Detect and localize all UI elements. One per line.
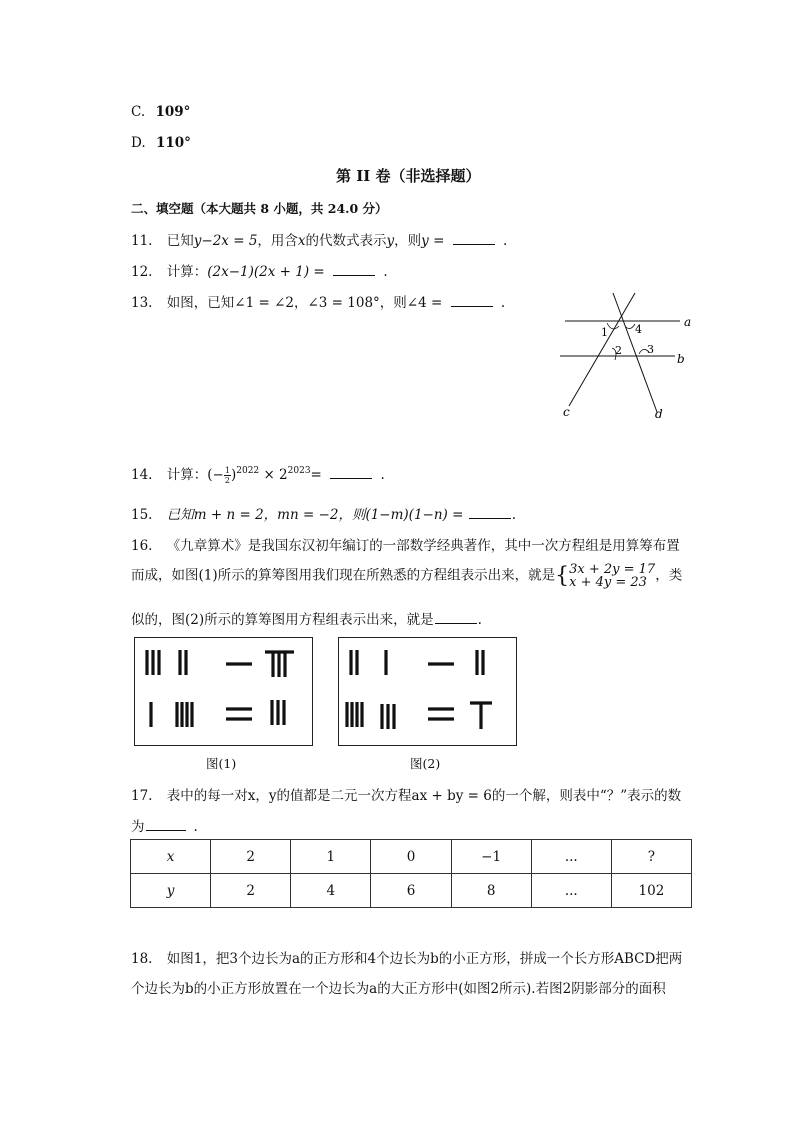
question-14: 14. 计算：(− $\frac{1}{2}$ )$^{2022} \times 2^{2023}=$ . <box>131 466 385 485</box>
option-d: D. 110° <box>131 135 191 151</box>
line-label-c: c <box>563 405 570 419</box>
figure-13-parallel-lines <box>555 288 705 423</box>
figure-2-caption: 图(2) <box>410 756 441 771</box>
answer-blank <box>435 611 477 624</box>
figure-1-caption: 图(1) <box>206 756 237 771</box>
question-13: 13. 如图，已知∠1 = ∠2，∠3 = 108°，则∠4 = . <box>131 295 506 311</box>
answer-blank <box>333 263 375 276</box>
question-16-line-3: 似的，图(2)所示的算筹图用方程组表示出来，就是 . <box>131 612 482 628</box>
answer-blank <box>146 818 186 831</box>
line-label-a: a <box>684 315 692 329</box>
option-c: C. 109° <box>131 104 191 120</box>
section-title: 第 II 卷（非选择题） <box>336 167 481 185</box>
question-18-line-2: 个边长为b的小正方形放置在一个边长为a的大正方形中(如图2所示).若图2阴影部分的面积 <box>131 981 666 997</box>
angle-arc-4 <box>625 324 635 329</box>
line-label-b: b <box>677 352 685 366</box>
question-16-line-1: 16. 《九章算术》是我国东汉初年编订的一部数学经典著作，其中一次方程组是用算筹布置 <box>131 538 680 554</box>
question-17-line-2: 为 . <box>131 819 198 835</box>
counting-rods-figure-1 <box>134 637 314 747</box>
question-17-line-1: 17. 表中的每一对x，y的值都是二元一次方程ax + by = 6的一个解，则表中“？”表示的数 <box>131 788 682 804</box>
angle-label-1: 1 <box>601 326 608 339</box>
equation-system: 3x + 2y = 17 x + 4y = 23 <box>569 562 656 590</box>
table-row-x: x 2 1 0 −1 ... ? <box>131 840 692 874</box>
counting-rods-figure-2 <box>338 637 518 747</box>
angle-label-2: 2 <box>615 344 622 357</box>
answer-blank <box>330 466 372 479</box>
line-c <box>569 293 635 406</box>
question-12: 12. 计算：(2x−1)(2x + 1) = . <box>131 264 388 280</box>
table-row-y: y 2 4 6 8 ... 102 <box>131 874 692 908</box>
fill-header: 二、填空题（本大题共 8 小题，共 24.0 分） <box>131 201 388 216</box>
fraction: $\frac{1}{2}$ <box>224 466 230 485</box>
question-15: 15. 已知m + n = 2，mn = −2，则(1−m)(1−n) = . <box>131 507 517 523</box>
question-11: 11. 已知y−2x = 5，用含x的代数式表示y，则y = . <box>131 233 508 249</box>
angle-label-4: 4 <box>635 323 642 336</box>
answer-blank <box>451 294 493 307</box>
line-label-d: d <box>655 407 663 421</box>
angle-label-3: 3 <box>647 343 654 356</box>
question-16-line-2: 而成，如图(1)所示的算筹图用我们现在所熟悉的方程组表示出来，就是{ 3x + 2y = 17 x + 4y = 23 ，类 <box>131 562 683 590</box>
value-table <box>130 839 692 908</box>
answer-blank <box>469 506 511 519</box>
question-18-line-1: 18. 如图1，把3个边长为a的正方形和4个边长为b的小正方形，拼成一个长方形ABCD把两 <box>131 951 683 967</box>
answer-blank <box>453 232 495 245</box>
